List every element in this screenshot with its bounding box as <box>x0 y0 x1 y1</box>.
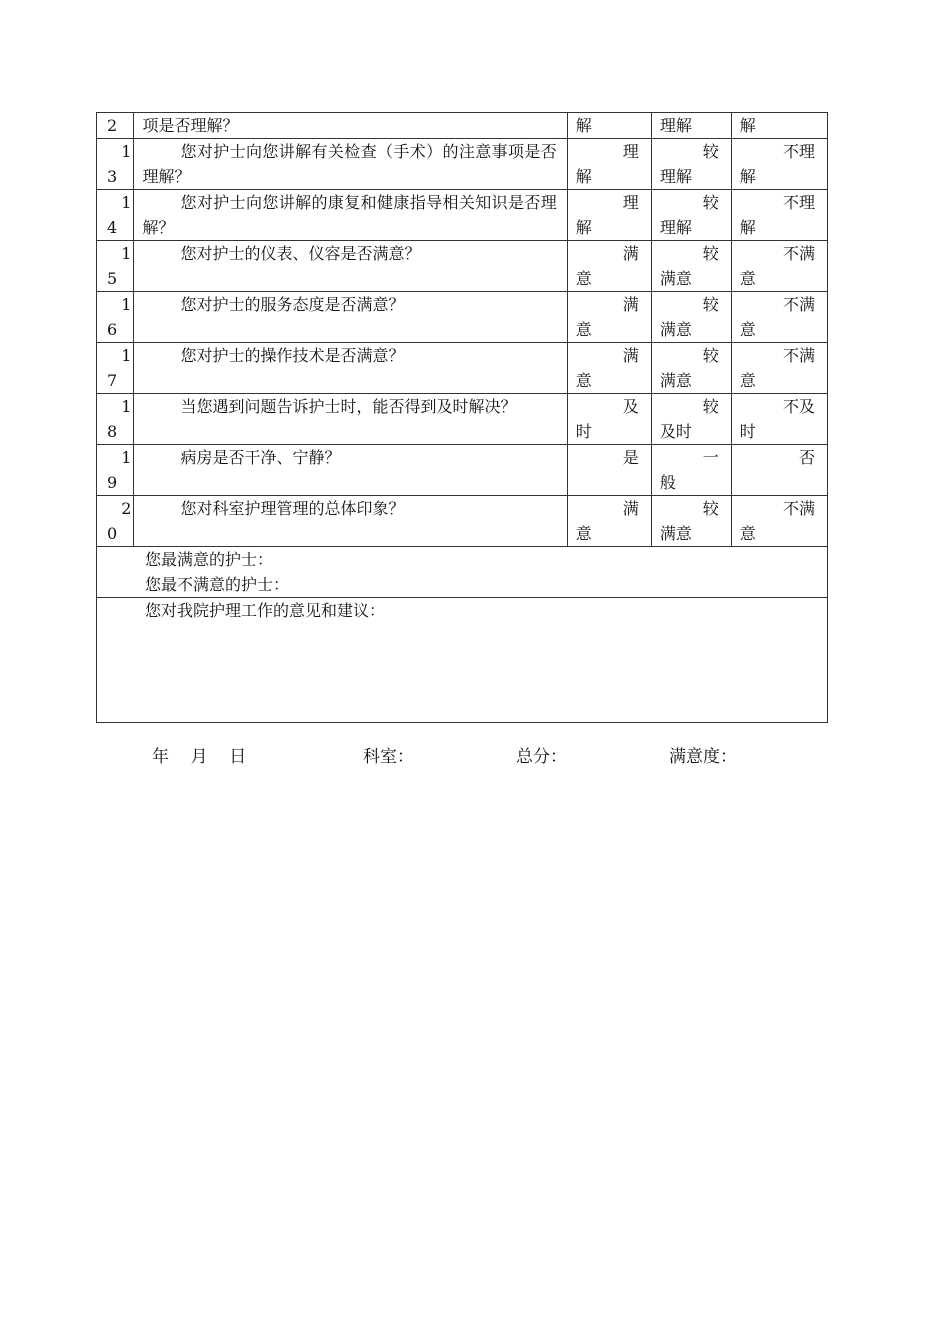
question-cell <box>134 394 567 445</box>
table-row <box>97 113 828 139</box>
option-label: 较 <box>702 499 719 518</box>
option-cell[interactable] <box>731 496 827 547</box>
table-row <box>97 496 828 547</box>
option-label: 时 <box>739 422 756 441</box>
question-text: 您对护士向您讲解的康复和健康指导相关知识是否理解？ <box>142 193 557 237</box>
table-row <box>97 445 828 496</box>
question-cell <box>134 445 567 496</box>
option-label: 理解 <box>659 218 692 237</box>
table-row <box>97 292 828 343</box>
question-text: 项是否理解？ <box>142 116 239 135</box>
option-label: 一 <box>702 448 719 467</box>
question-text: 您对护士的操作技术是否满意？ <box>180 346 405 365</box>
option-label: 否 <box>798 448 815 467</box>
item-number: 2 <box>97 113 134 139</box>
option-label: 不理 <box>782 142 815 161</box>
suggestions-cell[interactable] <box>97 598 828 723</box>
free-text-body <box>97 547 828 723</box>
question-cell <box>134 496 567 547</box>
option-cell[interactable] <box>651 445 731 496</box>
option-cell[interactable] <box>567 190 651 241</box>
option-label: 是 <box>622 448 639 467</box>
option-label: 意 <box>575 269 592 288</box>
option-cell[interactable] <box>567 292 651 343</box>
option-label: 般 <box>659 473 676 492</box>
option-label: 意 <box>575 371 592 390</box>
option-label: 不满 <box>782 295 815 314</box>
question-cell <box>134 241 567 292</box>
question-text: 您对护士的仪表、仪容是否满意？ <box>180 244 421 263</box>
option-cell[interactable] <box>651 190 731 241</box>
option-label: 理解 <box>659 167 692 186</box>
option-label: 及时 <box>659 422 692 441</box>
form-footer <box>0 744 950 770</box>
suggestions-label: 您对我院护理工作的意见和建议： <box>145 601 386 620</box>
option-label: 较 <box>702 397 719 416</box>
survey-body <box>97 113 828 547</box>
option-cell[interactable] <box>731 113 827 139</box>
question-cell <box>134 292 567 343</box>
question-text: 病房是否干净、宁静？ <box>180 448 341 467</box>
table-row <box>97 241 828 292</box>
most-satisfied-nurse-label: 您最满意的护士： <box>145 550 274 569</box>
table-row <box>97 190 828 241</box>
option-label: 理 <box>622 193 639 212</box>
option-label: 满 <box>622 244 639 263</box>
option-cell[interactable] <box>651 496 731 547</box>
option-cell[interactable] <box>731 343 827 394</box>
question-cell <box>134 139 567 190</box>
nurse-names-cell[interactable] <box>97 547 828 598</box>
suggestions-row <box>97 598 828 723</box>
option-cell[interactable] <box>567 139 651 190</box>
option-cell[interactable] <box>651 343 731 394</box>
option-label: 满意 <box>659 371 692 390</box>
option-cell[interactable] <box>567 241 651 292</box>
question-cell <box>134 190 567 241</box>
option-cell[interactable] <box>651 292 731 343</box>
option-label: 意 <box>739 269 756 288</box>
item-number: 1 8 <box>97 394 134 445</box>
option-label: 较 <box>702 295 719 314</box>
option-label: 解 <box>575 116 592 135</box>
option-label: 不及 <box>782 397 815 416</box>
option-cell[interactable] <box>567 343 651 394</box>
option-cell[interactable] <box>651 139 731 190</box>
option-label: 解 <box>739 218 756 237</box>
department-field[interactable]: 科室： <box>363 747 414 767</box>
option-label: 较 <box>702 193 719 212</box>
option-label: 解 <box>575 167 592 186</box>
item-number: 1 6 <box>97 292 134 343</box>
option-label: 解 <box>575 218 592 237</box>
question-cell <box>134 113 567 139</box>
option-label: 不满 <box>782 499 815 518</box>
option-label: 意 <box>739 524 756 543</box>
option-label: 理解 <box>659 116 692 135</box>
option-label: 意 <box>739 320 756 339</box>
table-row <box>97 394 828 445</box>
item-number: 1 3 <box>97 139 134 190</box>
option-label: 满意 <box>659 524 692 543</box>
option-label: 理 <box>622 142 639 161</box>
option-cell[interactable] <box>731 190 827 241</box>
item-number: 1 9 <box>97 445 134 496</box>
item-number: 1 5 <box>97 241 134 292</box>
option-label: 较 <box>702 346 719 365</box>
question-cell <box>134 343 567 394</box>
option-cell[interactable] <box>731 445 827 496</box>
option-cell[interactable] <box>567 445 651 496</box>
option-cell[interactable] <box>651 241 731 292</box>
option-label: 较 <box>702 142 719 161</box>
option-cell[interactable] <box>731 139 827 190</box>
option-label: 满 <box>622 295 639 314</box>
option-label: 意 <box>575 524 592 543</box>
least-satisfied-nurse-label: 您最不满意的护士： <box>145 575 290 594</box>
option-label: 满 <box>622 346 639 365</box>
question-text: 当您遇到问题告诉护士时，能否得到及时解决？ <box>180 397 517 416</box>
question-text: 您对护士向您讲解有关检查（手术）的注意事项是否理解？ <box>142 142 557 186</box>
table-row <box>97 139 828 190</box>
nurse-names-row <box>97 547 828 598</box>
option-cell[interactable] <box>651 394 731 445</box>
option-label: 意 <box>739 371 756 390</box>
date-field[interactable]: 年 月 日 <box>152 747 247 767</box>
option-cell[interactable] <box>731 394 827 445</box>
item-number: 2 0 <box>97 496 134 547</box>
option-label: 解 <box>739 167 756 186</box>
option-cell[interactable] <box>567 496 651 547</box>
option-label: 意 <box>575 320 592 339</box>
item-number: 1 7 <box>97 343 134 394</box>
option-label: 满意 <box>659 320 692 339</box>
question-text: 您对护士的服务态度是否满意？ <box>180 295 405 314</box>
option-label: 及 <box>622 397 639 416</box>
item-number: 1 4 <box>97 190 134 241</box>
option-cell[interactable] <box>567 113 651 139</box>
question-text: 您对科室护理管理的总体印象？ <box>180 499 405 518</box>
table-row <box>97 343 828 394</box>
option-label: 不满 <box>782 244 815 263</box>
option-cell[interactable] <box>731 241 827 292</box>
option-cell[interactable] <box>731 292 827 343</box>
satisfaction-field[interactable]: 满意度： <box>669 747 737 767</box>
survey-table <box>96 112 828 723</box>
option-cell[interactable] <box>651 113 731 139</box>
option-cell[interactable] <box>567 394 651 445</box>
option-label: 满意 <box>659 269 692 288</box>
total-score-field[interactable]: 总分： <box>516 747 567 767</box>
option-label: 解 <box>739 116 756 135</box>
option-label: 时 <box>575 422 592 441</box>
option-label: 较 <box>702 244 719 263</box>
option-label: 满 <box>622 499 639 518</box>
option-label: 不满 <box>782 346 815 365</box>
option-label: 不理 <box>782 193 815 212</box>
